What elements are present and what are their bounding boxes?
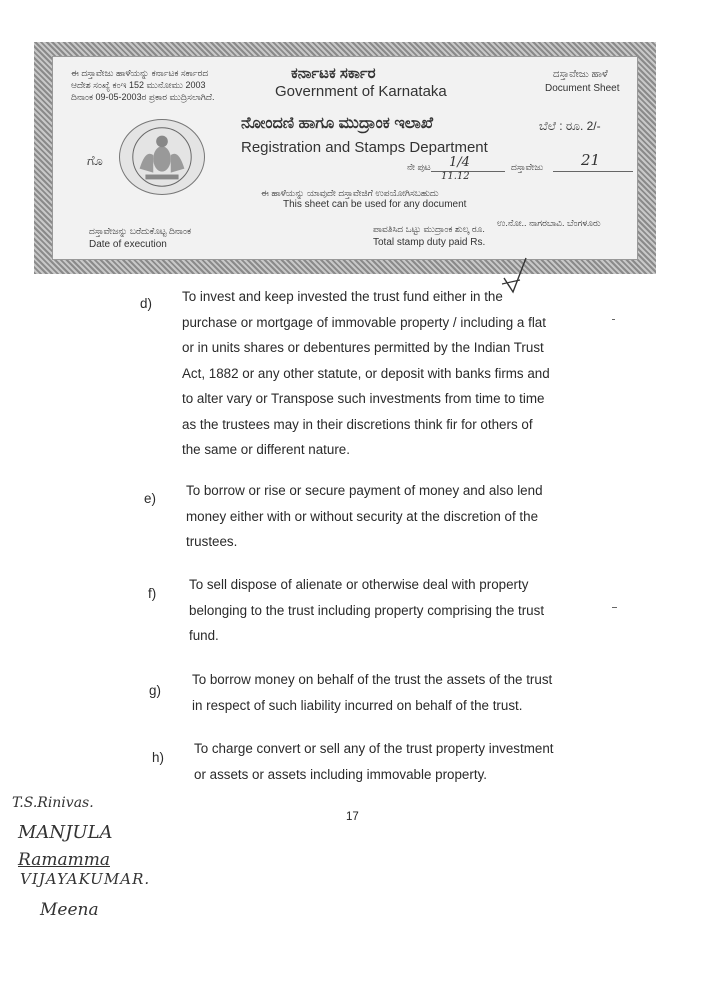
clause-d-letter: d) [140, 296, 152, 311]
clause-line: money either with or without security at the discretion of the [186, 508, 539, 524]
clause-line: Act, 1882 or any other statute, or deposit with banks firms and [182, 365, 550, 381]
order-note-line-1: ಈ ದಸ್ತಾವೇಜು ಹಾಳೆಯನ್ನು ಕರ್ನಾಟಕ ಸರ್ಕಾರದ [71, 68, 209, 78]
clause-line: belonging to the trust including property comprising the trust [189, 602, 545, 618]
document-sheet-kannada: ದಸ್ತಾವೇಜು ಹಾಳೆ [553, 69, 608, 80]
serial-sub-handwritten: 11.12 [441, 171, 470, 182]
scan-mark [612, 607, 617, 608]
document-number-label: ದಸ್ತಾವೇಜು [511, 162, 544, 172]
stamp-duty-kannada: ಪಾವತಿಸಿದ ಒಟ್ಟು ಮುದ್ರಾಂಕ ಶುಲ್ಕ ರೂ. [373, 224, 485, 234]
clause-line: To sell dispose of alienate or otherwise deal with property [189, 577, 529, 592]
stamp-duty-label: Total stamp duty paid Rs. [373, 237, 486, 248]
document-number-line [553, 171, 633, 172]
clause-e-letter: e) [144, 491, 156, 506]
stamp-paper-header [34, 42, 656, 274]
department-title: Registration and Stamps Department [241, 139, 488, 156]
stamp-inner-panel [52, 56, 638, 260]
clause-line: trustees. [186, 534, 238, 549]
document-number-handwritten: 21 [581, 151, 601, 169]
clause-line: To invest and keep invested the trust fund either in the [182, 289, 503, 304]
serial-handwritten: 1/4 [449, 155, 470, 170]
clause-line: or in units shares or debentures permitted by the Indian Trust [182, 340, 544, 355]
signature-2: MANJULA [18, 822, 113, 843]
execution-date-label: Date of execution [89, 239, 167, 250]
execution-date-kannada: ದಸ್ತಾವೇಜನ್ನು ಬರೆದುಕೊಟ್ಟ ದಿನಾಂಕ [89, 226, 191, 236]
usage-note-kannada: ಈ ಹಾಳೆಯನ್ನು ಯಾವುದೇ ದಸ್ತಾವೇಜಿಗೆ ಉಪಯೋಗಿಸಬಹುದು [261, 188, 439, 198]
clause-line: as the trustees may in their discretions think fir for others of [182, 416, 533, 432]
clause-line: To borrow money on behalf of the trust the assets of the trust [192, 672, 553, 687]
usage-note: This sheet can be used for any document [283, 199, 467, 210]
clause-line: purchase or mortgage of immovable property / including a flat [182, 314, 546, 330]
clause-f-letter: f) [148, 586, 157, 601]
stamp-price: ಬೆಲೆ : ರೂ. 2/- [539, 119, 601, 133]
clause-g-letter: g) [149, 683, 161, 698]
signature-1: T.S.Rinivas. [12, 795, 94, 811]
signature-4: VIJAYAKUMAR. [20, 870, 151, 888]
clause-line: the same or different nature. [182, 442, 350, 457]
signature-5: Meena [40, 900, 99, 920]
clause-e [186, 478, 606, 555]
office-name-kannada: ಉ.ನೋ.. ನಾಗರಬಾವಿ. ಬೆಂಗಳೂರು [497, 218, 601, 228]
order-note-line-2: ಆದೇಶ ಸಂಖ್ಯೆ ಕಂಇ 152 ಮುನೋಮು 2003 [71, 80, 206, 90]
document-sheet-label: Document Sheet [545, 83, 620, 94]
clause-f [189, 572, 609, 649]
scan-mark [612, 319, 615, 320]
clause-h-letter: h) [152, 750, 164, 765]
clause-h [194, 736, 614, 787]
go-prefix: ಗೊ [87, 153, 103, 168]
karnataka-emblem-icon [119, 119, 205, 195]
page-number: 17 [346, 811, 359, 823]
clause-line: fund. [189, 628, 219, 643]
clause-line: To charge convert or sell any of the trust property investment [194, 741, 554, 756]
clause-line: To borrow or rise or secure payment of money and also lend [186, 483, 543, 498]
clause-g [192, 667, 612, 718]
order-note-line-3: ದಿನಾಂಕ 09-05-2003ರ ಪ್ರಕಾರ ಮುದ್ರಿಸಲಾಗಿದೆ. [71, 92, 215, 102]
clause-d [182, 284, 602, 463]
clause-line: to alter vary or Transpose such investments from time to time [182, 391, 545, 406]
clause-line: or assets or assets including immovable property. [194, 766, 487, 782]
serial-label: ನೇ ಪುಟ [407, 162, 431, 172]
clause-line: in respect of such liability incurred on behalf of the trust. [192, 697, 523, 713]
government-title-kannada: ಕರ್ನಾಟಕ ಸರ್ಕಾರ [291, 65, 376, 82]
government-title: Government of Karnataka [275, 83, 447, 100]
department-title-kannada: ನೋಂದಣಿ ಹಾಗೂ ಮುದ್ರಾಂಕ ಇಲಾಖೆ [241, 115, 434, 132]
signature-3: Ramamma [18, 850, 110, 870]
